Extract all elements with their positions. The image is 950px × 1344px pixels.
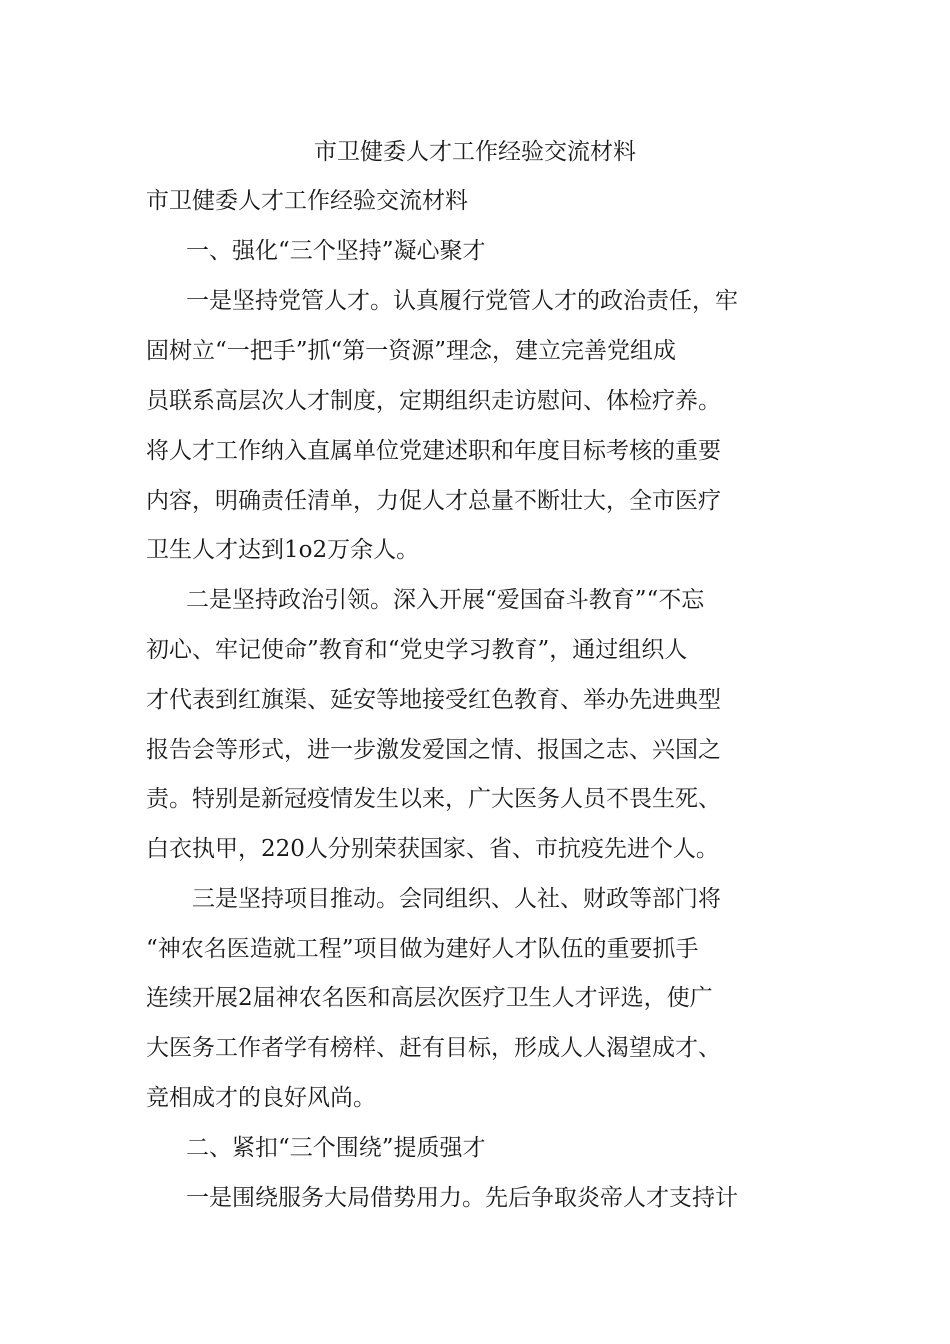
paragraph-line: 将人才工作纳入直属单位党建述职和年度目标考核的重要 <box>146 438 721 464</box>
paragraph-line: 白衣执甲，220人分别荣获国家、省、市抗疫先进个人。 <box>146 836 719 862</box>
paragraph-line: 一是围绕服务大局借势用力。先后争取炎帝人才支持计 <box>186 1185 738 1211</box>
paragraph-line: 竞相成才的良好风尚。 <box>146 1085 376 1111</box>
paragraph-line: 连续开展2届神农名医和高层次医疗卫生人才评选，使广 <box>146 985 713 1011</box>
paragraph-line: 责。特别是新冠疫情发生以来，广大医务人员不畏生死、 <box>146 786 721 812</box>
paragraph-line: 固树立“一把手”抓“第一资源”理念，建立完善党组成 <box>146 338 677 364</box>
paragraph-line: 一是坚持党管人才。认真履行党管人才的政治责任，牢 <box>186 288 738 314</box>
paragraph-line: 才代表到红旗渠、延安等地接受红色教育、举办先进典型 <box>146 687 721 713</box>
document-subtitle: 市卫健委人才工作经验交流材料 <box>146 188 468 214</box>
paragraph-line: 三是坚持项目推动。会同组织、人社、财政等部门将 <box>192 886 721 912</box>
paragraph-line: 卫生人才达到1o2万余人。 <box>146 537 420 563</box>
paragraph-line: 二是坚持政治引领。深入开展“爱国奋斗教育”“不忘 <box>186 587 705 613</box>
paragraph-line: 内容，明确责任清单，力促人才总量不断壮大，全市医疗 <box>146 488 721 514</box>
section-heading-1: 一、强化“三个坚持”凝心聚才 <box>186 238 486 264</box>
paragraph-line: 员联系高层次人才制度，定期组织走访慰问、体检疗养。 <box>146 388 721 414</box>
paragraph-line: 报告会等形式，进一步激发爱国之情、报国之志、兴国之 <box>146 737 721 763</box>
paragraph-line: “神农名医造就工程”项目做为建好人才队伍的重要抓手 <box>146 936 699 962</box>
paragraph-line: 初心、牢记使命”教育和“党史学习教育”，通过组织人 <box>146 637 688 663</box>
section-heading-2: 二、紧扣“三个围绕”提质强才 <box>186 1135 486 1161</box>
paragraph-line: 大医务工作者学有榜样、赶有目标，形成人人渴望成才、 <box>146 1035 721 1061</box>
document-title: 市卫健委人才工作经验交流材料 <box>314 139 636 165</box>
